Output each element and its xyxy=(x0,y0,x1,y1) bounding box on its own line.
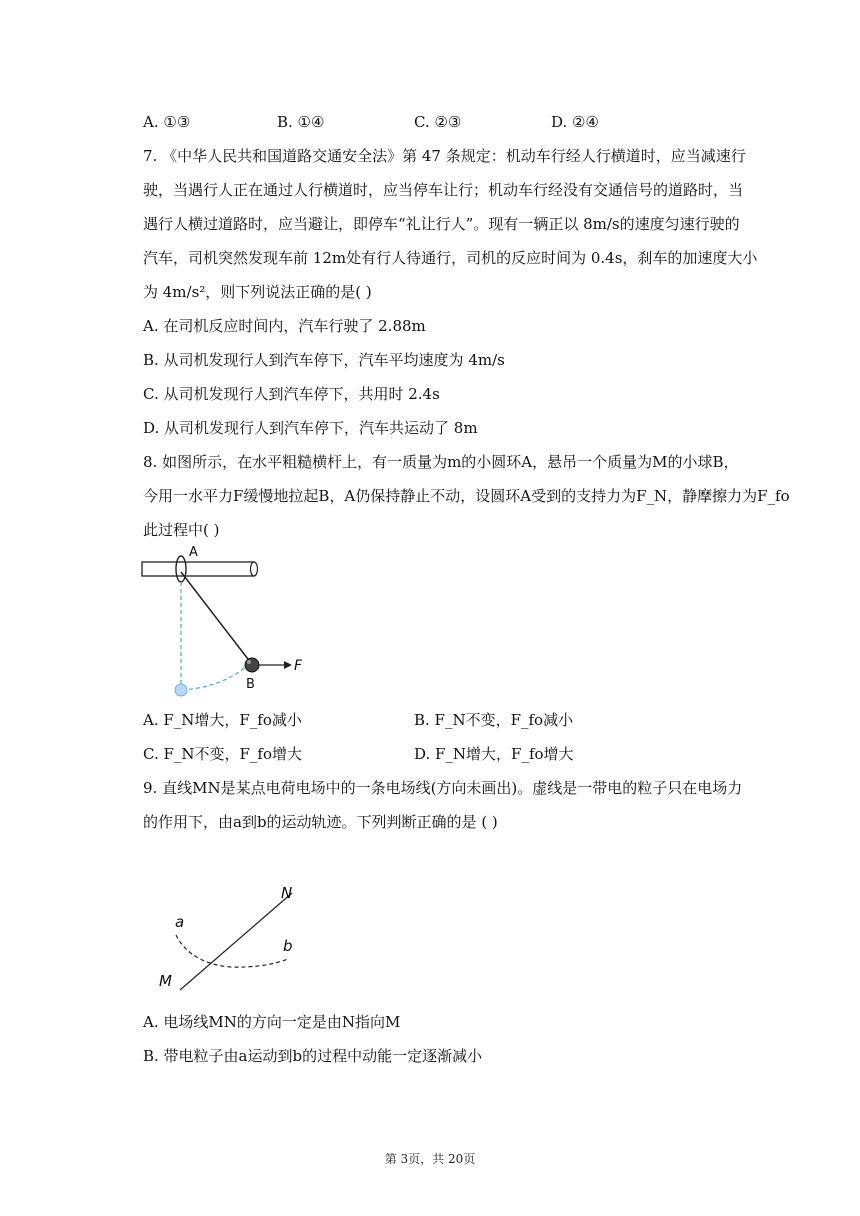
q7-option-c: C. 从司机发现行人到汽车停下，共用时 2.4s xyxy=(143,385,440,403)
q7-text-line: 汽车，司机突然发现车前 12m处有行人待通行，司机的反应时间为 0.4s，刹车的加速度大小 xyxy=(143,249,758,267)
label-n: N xyxy=(281,884,293,902)
q7-option-b: B. 从司机发现行人到汽车停下，汽车平均速度为 4m/s xyxy=(143,351,505,369)
q7-option-d: D. 从司机发现行人到汽车停下，汽车共运动了 8m xyxy=(143,419,478,437)
q7-text-line: 驶，当遇行人正在通过人行横道时，应当停车让行；机动车行经没有交通信号的道路时，当 xyxy=(143,181,744,199)
ring-a-label: A xyxy=(189,545,198,560)
q9-text-line: 的作用下，由a到b的运动轨迹。下列判断正确的是 ( ) xyxy=(143,813,498,831)
particle-trajectory xyxy=(176,935,288,967)
label-b: b xyxy=(283,937,293,955)
q7-text-line: 遇行人横过道路时，应当避让，即停车“礼让行人”。现有一辆正以 8m/s的速度匀速行驶的 xyxy=(143,215,740,233)
q6-option-c: C. ②③ xyxy=(414,113,462,131)
label-a: a xyxy=(175,913,185,931)
q8-text-line: 8. 如图所示，在水平粗糙横杆上，有一质量为m的小圆环A，悬吊一个质量为M的小球B， xyxy=(143,453,739,471)
horizontal-bar xyxy=(142,562,254,576)
ball-b-label: B xyxy=(246,677,255,692)
q7-text-line: 7. 《中华人民共和国道路交通安全法》第 47 条规定：机动车行经人行横道时，应当减速行 xyxy=(143,147,746,165)
force-arrowhead xyxy=(284,661,292,669)
q8-option-c: C. F_N不变，F_fo增大 xyxy=(143,745,303,763)
q9-option-a: A. 电场线MN的方向一定是由N指向M xyxy=(143,1013,401,1031)
q8-text-line: 此过程中( ) xyxy=(143,521,220,539)
initial-ball xyxy=(175,684,187,696)
q8-figure xyxy=(138,542,318,702)
q6-option-a: A. ①③ xyxy=(143,113,191,131)
string xyxy=(181,572,251,663)
q6-option-d: D. ②④ xyxy=(551,113,599,131)
q9-option-b: B. 带电粒子由a运动到b的过程中动能一定逐渐减小 xyxy=(143,1047,483,1065)
ball-path-dashed xyxy=(182,665,248,690)
q9-text-line: 9. 直线MN是某点电荷电场中的一条电场线(方向未画出)。虚线是一带电的粒子只在电场力 xyxy=(143,779,743,797)
force-label: F xyxy=(294,658,303,674)
q8-text-line: 今用一水平力F缓慢地拉起B，A仍保持静止不动，设圆环A受到的支持力为F_N，静摩擦力为F_fo xyxy=(143,487,790,505)
field-line-mn xyxy=(180,893,292,990)
q8-option-b: B. F_N不变，F_fo减小 xyxy=(414,711,574,729)
q7-option-a: A. 在司机反应时间内，汽车行驶了 2.88m xyxy=(143,317,426,335)
q9-figure xyxy=(150,875,310,995)
q6-option-b: B. ①④ xyxy=(277,113,325,131)
q8-option-a: A. F_N增大，F_fo减小 xyxy=(143,711,302,729)
q7-text-line: 为 4m/s²，则下列说法正确的是( ) xyxy=(143,283,372,301)
label-m: M xyxy=(159,972,172,990)
q8-option-d: D. F_N增大，F_fo增大 xyxy=(414,745,574,763)
ball-b xyxy=(245,658,259,672)
page-footer: 第 3页，共 20页 xyxy=(384,1152,476,1166)
bar-end xyxy=(251,562,258,576)
